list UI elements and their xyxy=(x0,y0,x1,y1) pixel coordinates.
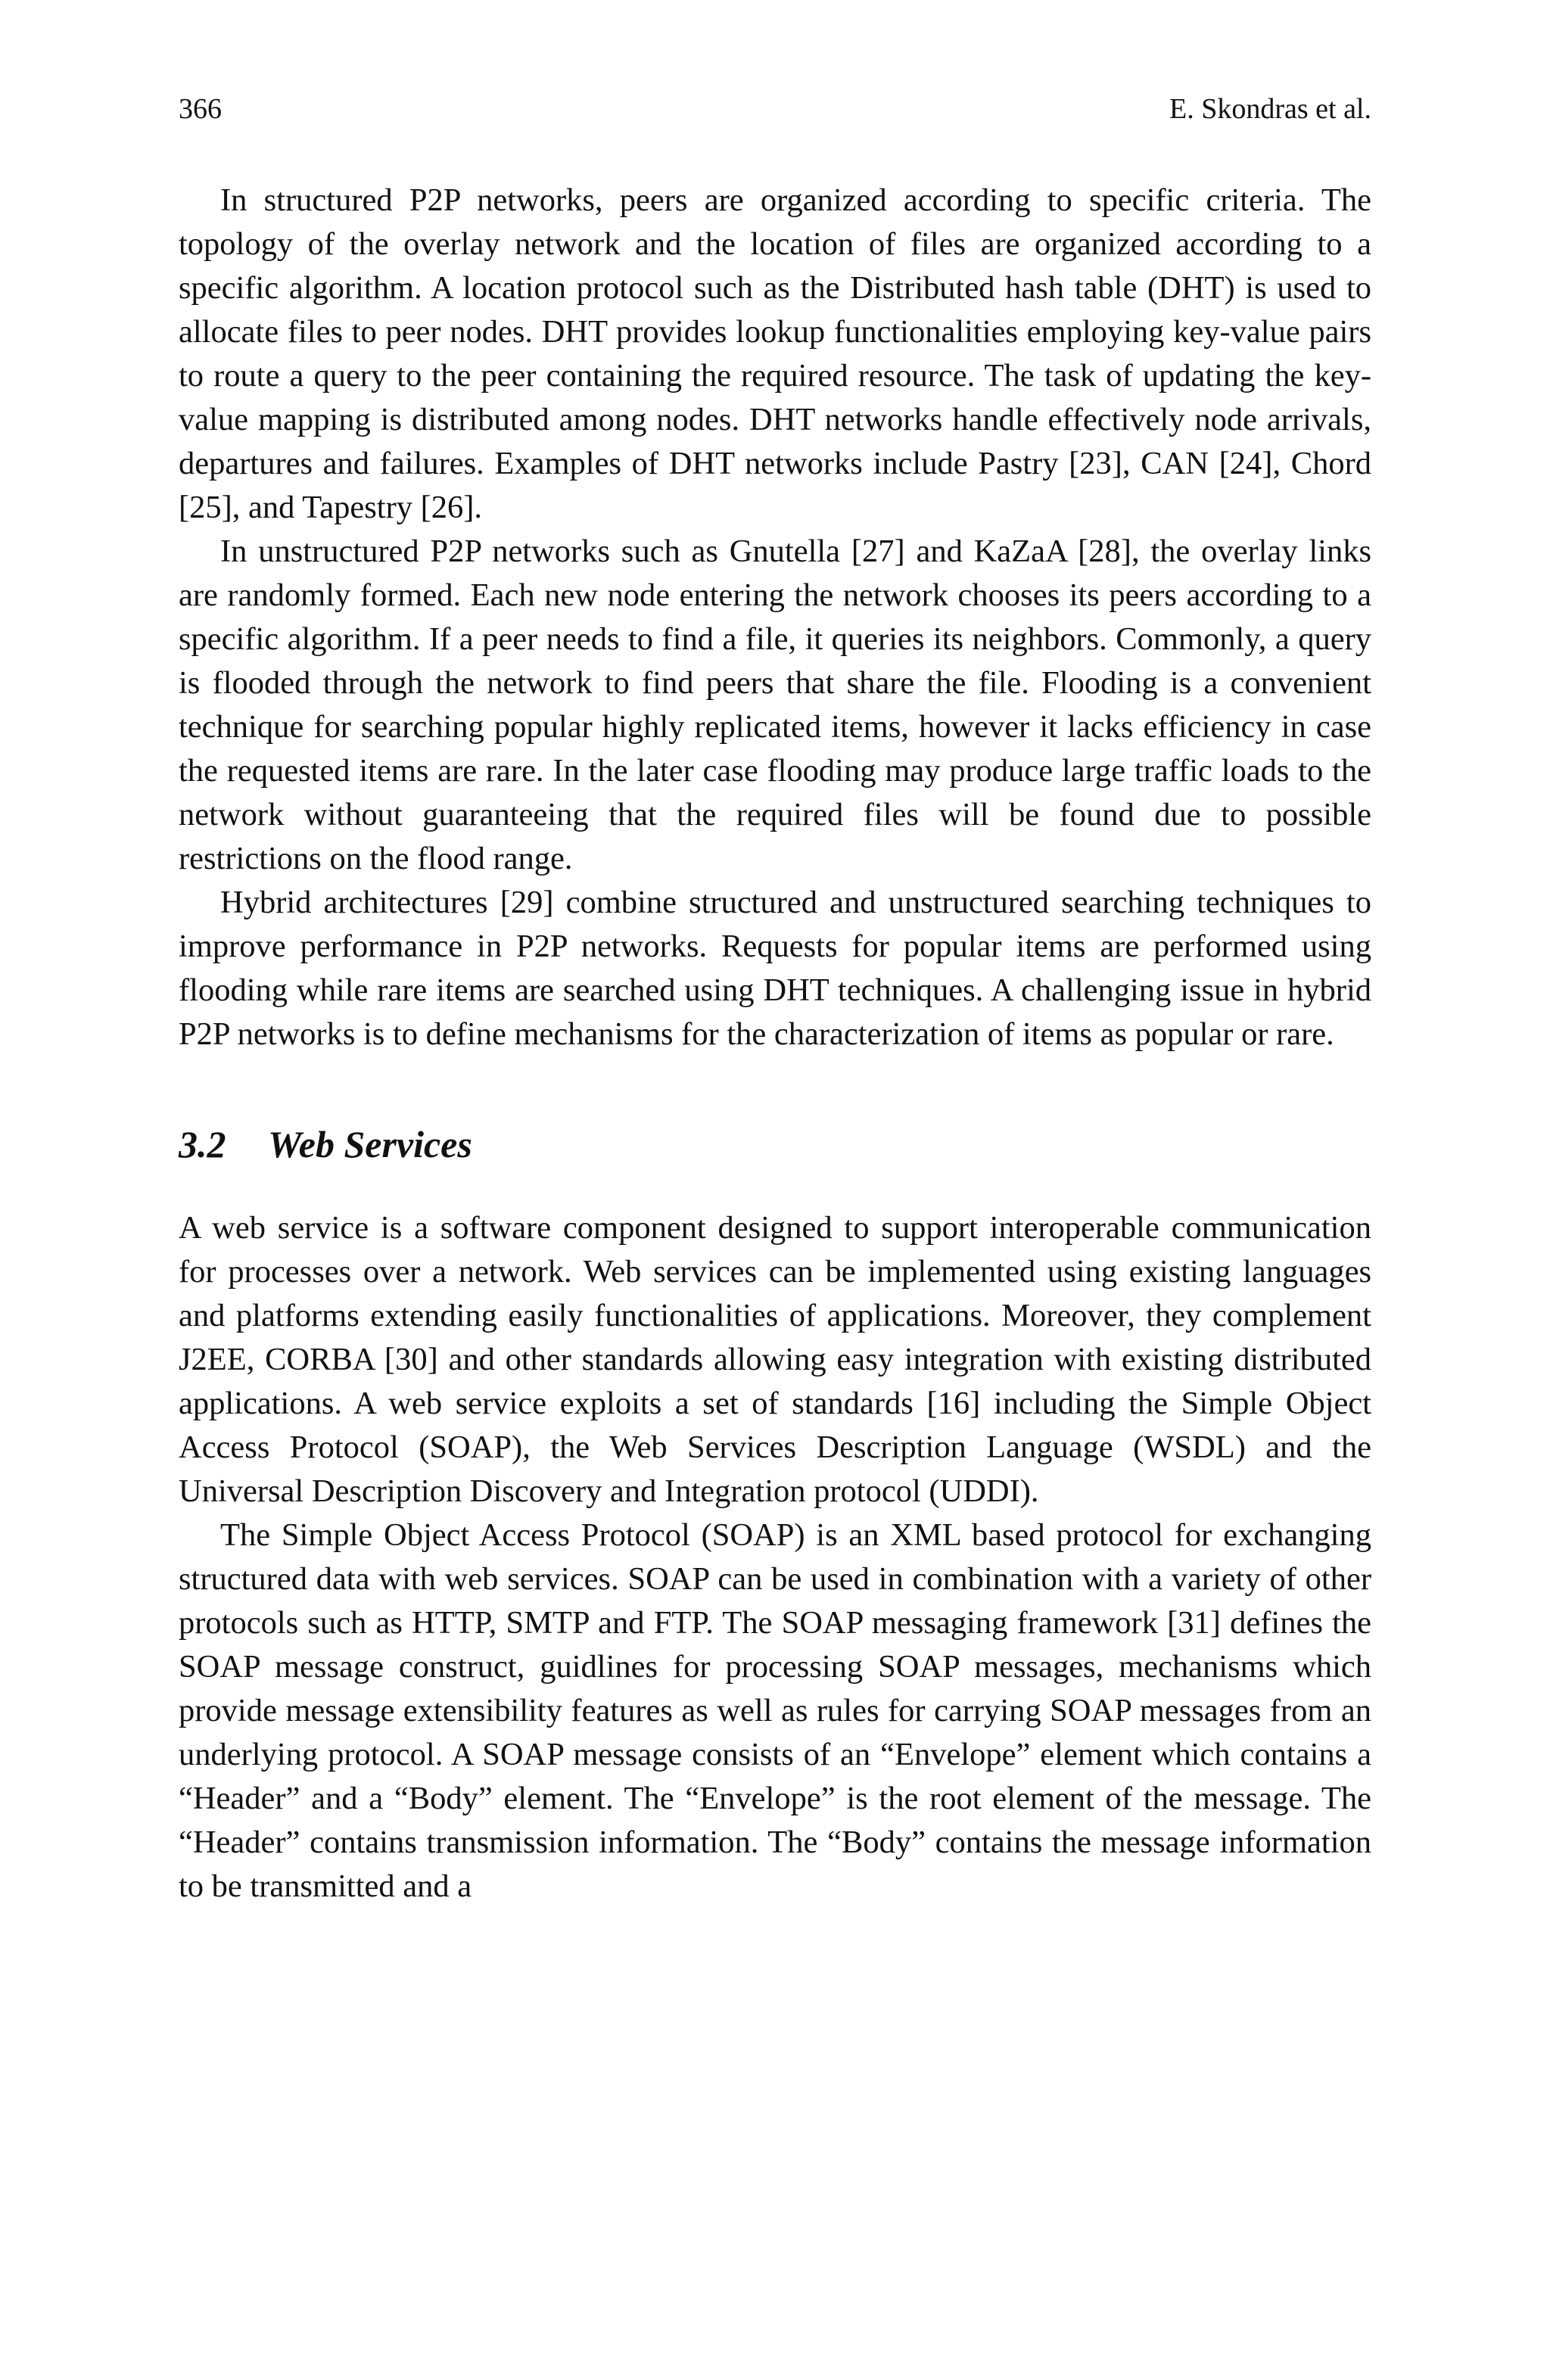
section-title: Web Services xyxy=(268,1123,472,1165)
running-header xyxy=(179,91,1371,127)
paragraph-web-service-definition: A web service is a software component designed to support interoperable communication for processes over a network. Web services can be implemented using existing languages and platforms extending easily functionalities of applications. Moreover, they complement J2EE, CORBA [30] and other standards allowing easy integration with existing distributed applications. A web service exploits a set of standards [16] including the Simple Object Access Protocol (SOAP), the Web Services Description Language (WSDL) and the Universal Description Discovery and Integration protocol (UDDI). xyxy=(179,1210,1371,1509)
paragraph-hybrid-architectures: Hybrid architectures [29] combine structured and unstructured searching techniques to improve performance in P2P networks. Requests for popular items are performed using flooding while rare items are searched using DHT techniques. A challenging issue in hybrid P2P networks is to define mechanisms for the characterization of items as popular or rare. xyxy=(179,885,1371,1052)
section-heading xyxy=(179,1122,1371,1167)
running-head-authors: E. Skondras et al. xyxy=(1169,93,1371,125)
page-body xyxy=(179,179,1371,1909)
page-number: 366 xyxy=(179,93,222,125)
section-number: 3.2 xyxy=(179,1123,226,1165)
paragraph-structured-p2p: In structured P2P networks, peers are organized according to specific criteria. The topology of the overlay network and the location of files are organized according to a specific algorithm. A location protocol such as the Distributed hash table (DHT) is used to allocate files to peer nodes. DHT provides lookup functionalities employing key-value pairs to route a query to the peer containing the required resource. The task of updating the key-value mapping is distributed among nodes. DHT networks handle effectively node arrivals, departures and failures. Examples of DHT networks include Pastry [23], CAN [24], Chord [25], and Tapestry [26]. xyxy=(179,182,1371,525)
paragraph-soap: The Simple Object Access Protocol (SOAP) is an XML based protocol for exchanging structured data with web services. SOAP can be used in combination with a variety of other protocols such as HTTP, SMTP and FTP. The SOAP messaging framework [31] defines the SOAP message construct, guidlines for processing SOAP messages, mechanisms which provide message extensibility features as well as rules for carrying SOAP messages from an underlying protocol. A SOAP message consists of an “Envelope” element which contains a “Header” and a “Body” element. The “Envelope” is the root element of the message. The “Header” contains transmission information. The “Body” contains the message information to be transmitted and a xyxy=(179,1517,1371,1904)
paragraph-unstructured-p2p: In unstructured P2P networks such as Gnutella [27] and KaZaA [28], the overlay links are randomly formed. Each new node entering the network chooses its peers according to a specific algorithm. If a peer needs to find a file, it queries its neighbors. Commonly, a query is flooded through the network to find peers that share the file. Flooding is a convenient technique for searching popular highly replicated items, however it lacks efficiency in case the requested items are rare. In the later case flooding may produce large traffic loads to the network without guaranteeing that the required files will be found due to possible restrictions on the flood range. xyxy=(179,534,1371,876)
